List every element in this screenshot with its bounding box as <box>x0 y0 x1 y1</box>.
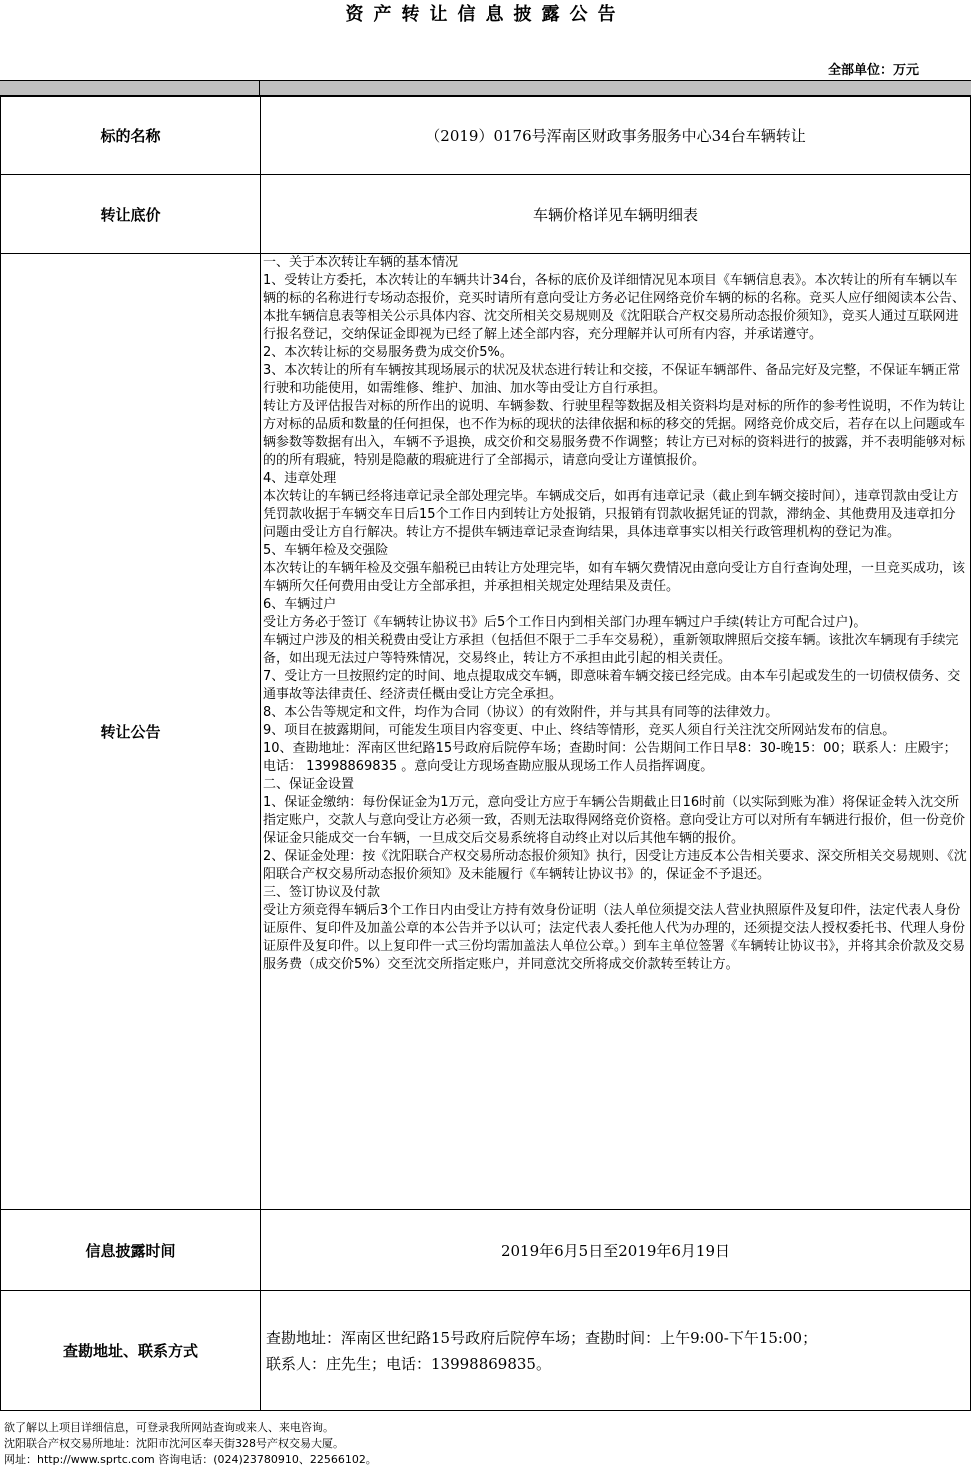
notice-paragraph: 6、车辆过户 <box>263 597 337 612</box>
unit-note: 全部单位：万元 <box>827 63 919 78</box>
notice-paragraph: 受让方须竞得车辆后3个工作日内由受让方持有效身份证明（法人单位须提交法人营业执照原件及复印件，法定代表人身份证原件、复印件及加盖公章的本公告并予以认可；法定代表人委托他人代为办理的，还须提交法人授权委托书、代理人身份证原件及复印件。以上复印件一式三份均需加盖法人单位公章。）到车主单位签署《车辆转让协议书》，并将其余价款及交易服务费（成交价5%）交至沈交所指定账户，并同意沈交所将成交价款转至转让方。 <box>263 903 966 972</box>
contact-line-2: 联系人：庄先生；电话：13998869835。 <box>266 1354 551 1373</box>
subject-value: （2019）0176号浑南区财政事务服务中心34台车辆转让 <box>261 97 971 175</box>
notice-paragraph: 7、受让方一旦按照约定的时间、地点提取成交车辆，即意味着车辆交接已经完成。由本车引起或发生的一切债权债务、交通事故等法律责任、经济责任概由受让方完全承担。 <box>263 669 961 702</box>
notice-paragraph: 三、签订协议及付款 <box>263 885 381 900</box>
header-bar <box>0 80 971 96</box>
price-value: 车辆价格详见车辆明细表 <box>261 175 971 254</box>
notice-paragraph: 3、本次转让的所有车辆按其现场展示的状况及状态进行转让和交接，不保证车辆部件、备品完好及完整，不保证车辆正常行驶和功能使用，如需维修、维护、加油、加水等由受让方自行承担。 <box>263 363 961 396</box>
notice-paragraph: 本次转让的车辆年检及交强车船税已由转让方处理完毕，如有车辆欠费情况由意向受让方自行查询处理，一旦竞买成功，该车辆所欠任何费用由受让方全部承担，并承担相关规定处理结果及责任。 <box>263 561 966 594</box>
table-row-subject <box>1 97 971 175</box>
footer-line-3: 网址：http://www.sprtc.com 咨询电话：(024)23780910、22566102。 <box>4 1453 377 1466</box>
notice-paragraph: 8、本公告等规定和文件，均作为合同（协议）的有效附件，并与其具有同等的法律效力。 <box>263 705 779 720</box>
notice-paragraph: 转让方及评估报告对标的所作出的说明、车辆参数、行驶里程等数据及相关资料均是对标的所作的参考性说明，不作为转让方对标的品质和数量的任何担保，也不作为标的现状的法律依据和标的移交的凭据。网络竞价成交后，若存在以上问题或车辆参数等数据有出入，车辆不予退换，成交价和交易服务费不作调整；转让方已对标的资料进行的披露，并不表明能够对标的的所有瑕疵，特别是隐蔽的瑕疵进行了全部揭示，请意向受让方谨慎报价。 <box>263 399 966 468</box>
table-row-period <box>1 1210 971 1291</box>
notice-paragraph: 本次转让的车辆已经将违章记录全部处理完毕。车辆成交后，如再有违章记录（截止到车辆交接时间），违章罚款由受让方凭罚款收据于车辆交车日后15个工作日内到转让方处报销，只报销有罚款收据凭证的罚款，滞纳金、其他费用及违章扣分问题由受让方自行解决。转让方不提供车辆违章记录查询结果，具体违章事实以相关行政管理机构的登记为准。 <box>263 489 959 540</box>
price-label: 转让底价 <box>1 175 261 254</box>
notice-paragraph: 2、保证金处理：按《沈阳联合产权交易所动态报价须知》执行，因受让方违反本公告相关要求、深交所相关交易规则、《沈阳联合产权交易所动态报价须知》及未能履行《车辆转让协议书》的，保证金不予退还。 <box>263 849 967 882</box>
footer <box>4 1420 377 1468</box>
notice-paragraph: 2、本次转让标的交易服务费为成交价5%。 <box>263 345 513 360</box>
notice-paragraph: 车辆过户涉及的相关税费由受让方承担（包括但不限于二手车交易税），重新领取牌照后交接车辆。该批次车辆现有手续完备，如出现无法过户等特殊情况，交易终止，转让方不承担由此引起的相关责任。 <box>263 633 959 666</box>
footer-line-2: 沈阳联合产权交易所地址：沈阳市沈河区奉天街328号产权交易大厦。 <box>4 1437 344 1450</box>
page-title: 资产转让信息披露公告 <box>345 4 626 25</box>
contact-line-1: 查勘地址：浑南区世纪路15号政府后院停车场；查勘时间：上午9:00-下午15:00； <box>266 1328 818 1347</box>
info-table <box>0 96 971 1411</box>
notice-paragraph: 二、保证金设置 <box>263 777 355 792</box>
notice-paragraph: 受让方务必于签订《车辆转让协议书》后5个工作日内到相关部门办理车辆过户手续(转让方可配合过户)。 <box>263 615 867 630</box>
notice-paragraph: 1、保证金缴纳：每份保证金为1万元，意向受让方应于车辆公告期截止日16时前（以实际到账为准）将保证金转入沈交所指定账户，交款人与意向受让方必须一致，否则无法取得网络竞价资格。意向受让方可以对所有车辆进行报价，但一份竞价保证金只能成交一台车辆，一旦成交后交易系统将自动终止对以后其他车辆的报价。 <box>263 795 966 846</box>
period-value: 2019年6月5日至2019年6月19日 <box>261 1210 971 1291</box>
notice-label: 转让公告 <box>1 254 261 1210</box>
table-row-notice <box>1 254 971 1210</box>
contact-label: 查勘地址、联系方式 <box>1 1291 261 1411</box>
subject-label: 标的名称 <box>1 97 261 175</box>
table-row-price <box>1 175 971 254</box>
contact-value <box>261 1291 971 1411</box>
notice-paragraph: 9、项目在披露期间，可能发生项目内容变更、中止、终结等情形，竞买人须自行关注沈交所网站发布的信息。 <box>263 723 896 738</box>
period-label: 信息披露时间 <box>1 1210 261 1291</box>
notice-body <box>261 254 971 1210</box>
notice-paragraph: 4、违章处理 <box>263 471 337 486</box>
footer-line-1: 欲了解以上项目详细信息，可登录我所网站查询或来人、来电咨询。 <box>4 1421 334 1434</box>
notice-paragraph: 1、受转让方委托，本次转让的车辆共计34台，各标的底价及详细情况见本项目《车辆信息表》。本次转让的所有车辆以车辆的标的名称进行专场动态报价，竞买时请所有意向受让方务必记住网络竞价车辆的标的名称。竞买人应仔细阅读本公告、本批车辆信息表等相关公示具体内容、沈交所相关交易规则及《沈阳联合产权交易所动态报价须知》，竞买人通过互联网进行报名登记，交纳保证金即视为已经了解上述全部内容，充分理解并认可所有内容，并承诺遵守。 <box>263 273 966 342</box>
notice-paragraph: 10、查勘地址：浑南区世纪路15号政府后院停车场；查勘时间：公告期间工作日早8：30-晚15：00；联系人：庄殿宇；电话： 13998869835 。意向受让方现场查勘应服从现场工作人员指挥调度。 <box>263 741 957 774</box>
notice-paragraph: 5、车辆年检及交强险 <box>263 543 389 558</box>
notice-paragraph: 一、关于本次转让车辆的基本情况 <box>263 255 459 270</box>
table-row-contact <box>1 1291 971 1411</box>
